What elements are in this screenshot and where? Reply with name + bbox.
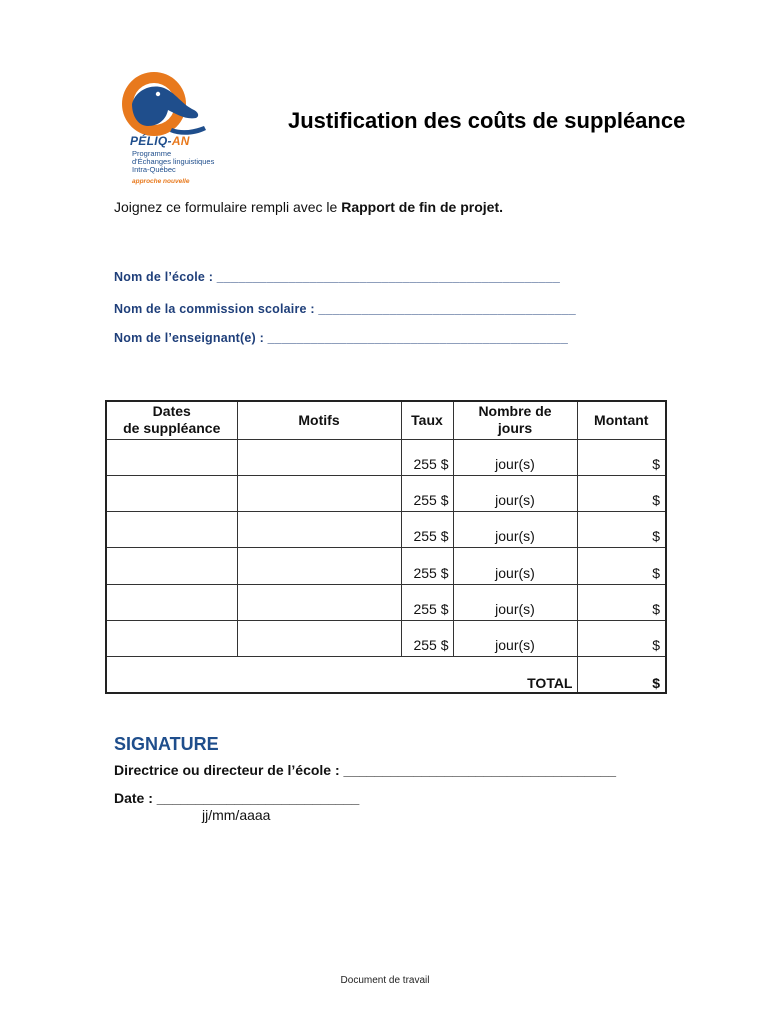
field-commission-blank[interactable]: ____________________________________: [318, 302, 576, 316]
cell-montant[interactable]: $: [577, 620, 666, 656]
cell-motif[interactable]: [237, 620, 401, 656]
logo-tagline: approche nouvelle: [132, 178, 190, 185]
date-format-hint: jj/mm/aaaa: [202, 807, 271, 823]
table-row: [106, 620, 666, 656]
cell-taux: 255 $: [401, 584, 453, 620]
logo-line-3: Intra-Québec: [132, 165, 176, 174]
header-dates: Dates de suppléance: [106, 401, 237, 439]
cell-motif[interactable]: [237, 439, 401, 475]
signature-date-blank[interactable]: __________________________: [156, 790, 360, 806]
intro-text: [114, 199, 503, 215]
signature-heading: SIGNATURE: [114, 734, 219, 754]
footer-text: Document de travail: [340, 975, 430, 986]
cell-date[interactable]: [106, 620, 237, 656]
cell-jours[interactable]: jour(s): [453, 475, 577, 511]
intro-prefix: Joignez ce formulaire rempli avec le: [114, 199, 342, 215]
cell-taux: 255 $: [401, 548, 453, 584]
cell-date[interactable]: [106, 584, 237, 620]
signature-date-label: Date :: [114, 790, 153, 806]
signature-date: [114, 790, 359, 806]
table-row: [106, 439, 666, 475]
cell-date[interactable]: [106, 548, 237, 584]
header-motifs: Motifs: [237, 401, 401, 439]
pelican-logo-icon: [112, 70, 232, 140]
intro-bold: Rapport de fin de projet.: [341, 199, 503, 215]
signature-director-blank[interactable]: ___________________________________: [343, 762, 617, 778]
cell-jours[interactable]: jour(s): [453, 439, 577, 475]
cell-motif[interactable]: [237, 584, 401, 620]
header-taux: Taux: [401, 401, 453, 439]
cell-jours[interactable]: jour(s): [453, 512, 577, 548]
table-row: [106, 512, 666, 548]
supply-table: [105, 400, 667, 694]
logo-line-2: d'Échanges linguistiques: [132, 157, 215, 166]
total-amount[interactable]: $: [577, 657, 666, 693]
cell-jours[interactable]: jour(s): [453, 548, 577, 584]
signature-director-label: Directrice ou directeur de l’école :: [114, 762, 340, 778]
field-ecole-label: Nom de l’école :: [114, 270, 214, 284]
table-row: [106, 548, 666, 584]
cell-montant[interactable]: $: [577, 475, 666, 511]
header-nombre-jours: Nombre de jours: [453, 401, 577, 439]
field-ecole-blank[interactable]: ________________________________________________: [216, 270, 561, 284]
header-montant: Montant: [577, 401, 666, 439]
logo-line-1: Programme: [132, 149, 172, 158]
cell-taux: 255 $: [401, 475, 453, 511]
cell-montant[interactable]: $: [577, 512, 666, 548]
cell-taux: 255 $: [401, 439, 453, 475]
page-title: Justification des coûts de suppléance: [288, 108, 686, 133]
cell-jours[interactable]: jour(s): [453, 620, 577, 656]
total-label: TOTAL: [106, 657, 577, 693]
peliq-an-logo: [112, 70, 232, 192]
field-ecole: [114, 270, 560, 284]
cell-taux: 255 $: [401, 512, 453, 548]
cell-taux: 255 $: [401, 620, 453, 656]
field-commission: [114, 302, 576, 316]
cell-montant[interactable]: $: [577, 439, 666, 475]
field-commission-label: Nom de la commission scolaire :: [114, 302, 315, 316]
cell-motif[interactable]: [237, 512, 401, 548]
cell-montant[interactable]: $: [577, 584, 666, 620]
logo-brand: PÉLIQ-AN: [130, 134, 190, 148]
cell-motif[interactable]: [237, 475, 401, 511]
cell-date[interactable]: [106, 439, 237, 475]
total-row: [106, 657, 666, 693]
cell-motif[interactable]: [237, 548, 401, 584]
cell-date[interactable]: [106, 512, 237, 548]
cell-montant[interactable]: $: [577, 548, 666, 584]
table-row: [106, 584, 666, 620]
cell-date[interactable]: [106, 475, 237, 511]
field-enseignant-label: Nom de l’enseignant(e) :: [114, 331, 264, 345]
field-enseignant: [114, 331, 568, 345]
table-row: [106, 475, 666, 511]
table-header-row: [106, 401, 666, 439]
signature-director: [114, 762, 616, 778]
field-enseignant-blank[interactable]: __________________________________________: [267, 331, 569, 345]
cell-jours[interactable]: jour(s): [453, 584, 577, 620]
